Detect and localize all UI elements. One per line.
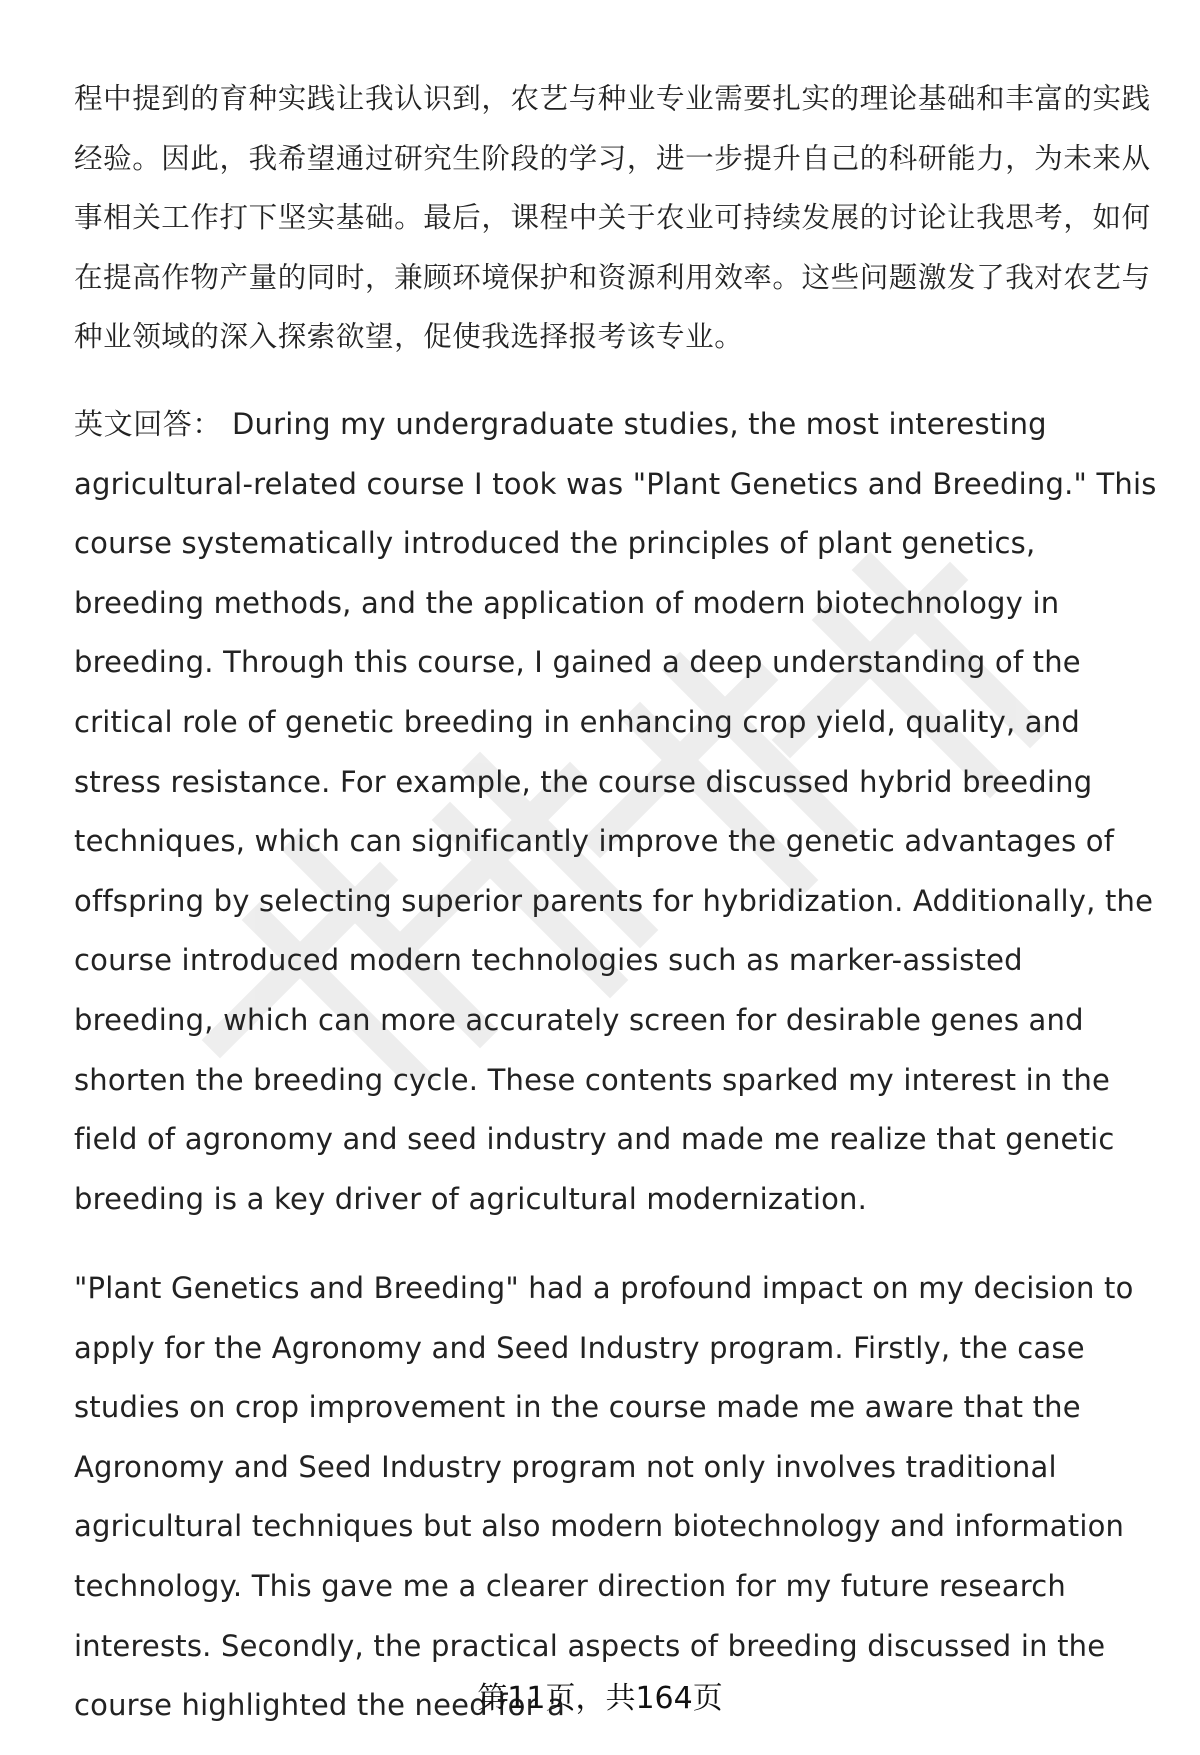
english-answer-paragraph-1 xyxy=(74,395,1164,1229)
english-answer-paragraph-2: "Plant Genetics and Breeding" had a profound impact on my decision to apply for the Agronomy and Seed Industry program. Firstly, the case studies on crop improvement in the course made me aware that the Agronomy and Seed Industry program not only involves traditional agricultural techniques but also modern biotechnology and information technology. This gave me a clearer direction for my future research interests. Secondly, the practical aspects of breeding discussed in the course highlighted the need for a xyxy=(74,1271,1134,1723)
page-number-footer: 第11页，共164页 xyxy=(477,1681,723,1716)
english-answer-text-1: During my undergraduate studies, the most interesting agricultural-related course I took was "Plant Genetics and Breeding." This course systematically introduced the principles of plant genetics, breeding methods, and the application of modern biotechnology in breeding. Through this course, I gained a deep understanding of the critical role of genetic breeding in enhancing crop yield, quality, and stress resistance. For example, the course discussed hybrid breeding techniques, which can significantly improve the genetic advantages of offspring by selecting superior parents for hybridization. Additionally, the course introduced modern technologies such as marker-assisted breeding, which can more accurately screen for desirable genes and shorten the breeding cycle. These contents sparked my interest in the field of agronomy and seed industry and made me realize that genetic breeding is a key driver of agricultural modernization. xyxy=(74,407,1157,1216)
english-answer-label: 英文回答： xyxy=(74,407,223,441)
chinese-answer-paragraph: 程中提到的育种实践让我认识到，农艺与种业专业需要扎实的理论基础和丰富的实践经验。因此，我希望通过研究生阶段的学习，进一步提升自己的科研能力，为未来从事相关工作打下坚实基础。最后，课程中关于农业可持续发展的讨论让我思考，如何在提高作物产量的同时，兼顾环境保护和资源利用效率。这些问题激发了我对农艺与种业领域的深入探索欲望，促使我选择报考该专业。 xyxy=(74,82,1151,354)
